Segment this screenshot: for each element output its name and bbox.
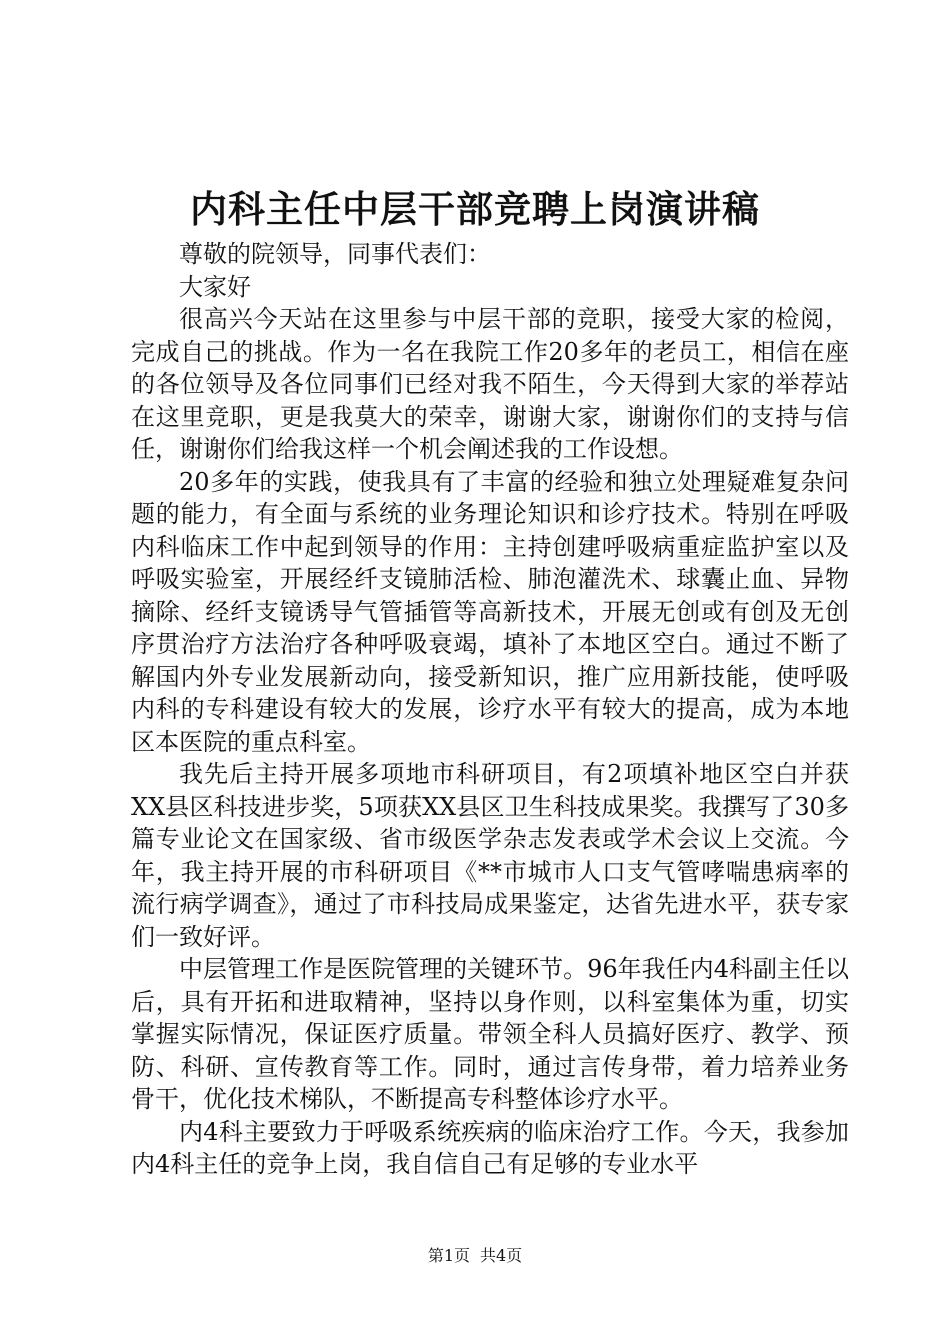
department-paragraph: 内4科主要致力于呼吸系统疾病的临床治疗工作。今天，我参加内4科主任的竞争上岗，我自信自己有足够的专业水平 — [131, 1117, 849, 1178]
page-number: 第1页 — [427, 1246, 470, 1265]
intro-paragraph: 很高兴今天站在这里参与中层干部的竞职，接受大家的检阅，完成自己的挑战。作为一名在我院工作20多年的老员工，相信在座的各位领导及各位同事们已经对我不陌生，今天得到大家的举荐站在这里竞职，更是我莫大的荣幸，谢谢大家，谢谢你们的支持与信任，谢谢你们给我这样一个机会阐述我的工作设想。 — [131, 305, 849, 463]
greeting-paragraph: 大家好 — [179, 272, 251, 301]
page-footer — [0, 1245, 950, 1267]
document-body — [131, 238, 849, 1181]
document-title: 内科主任中层干部竞聘上岗演讲稿 — [190, 187, 760, 231]
experience-paragraph: 20多年的实践，使我具有了丰富的经验和独立处理疑难复杂问题的能力，有全面与系统的业务理论知识和诊疗技术。特别在呼吸内科临床工作中起到领导的作用：主持创建呼吸病重症监护室以及呼吸实验室，开展经纤支镜肺活检、肺泡灌洗术、球囊止血、异物摘除、经纤支镜诱导气管插管等高新技术，开展无创或有创及无创序贯治疗方法治疗各种呼吸衰竭，填补了本地区空白。通过不断了解国内外专业发展新动向，接受新知识，推广应用新技能，使呼吸内科的专科建设有较大的发展，诊疗水平有较大的提高，成为本地区本医院的重点科室。 — [131, 467, 849, 756]
research-paragraph: 我先后主持开展多项地市科研项目，有2项填补地区空白并获XX县区科技进步奖，5项获XX县区卫生科技成果奖。我撰写了30多篇专业论文在国家级、省市级医学杂志发表或学术会议上交流。今年，我主持开展的市科研项目《**市城市人口支气管哮喘患病率的流行病学调查》，通过了市科技局成果鉴定，达省先进水平，获专家们一致好评。 — [131, 760, 849, 951]
salutation-paragraph: 尊敬的院领导，同事代表们： — [179, 240, 491, 268]
management-paragraph: 中层管理工作是医院管理的关键环节。96年我任内4科副主任以后，具有开拓和进取精神，坚持以身作则，以科室集体为重，切实掌握实际情况，保证医疗质量。带领全科人员搞好医疗、教学、预防、科研、宣传教育等工作。同时，通过言传身带，着力培养业务骨干，优化技术梯队，不断提高专科整体诊疗水平。 — [131, 955, 849, 1113]
total-pages: 共4页 — [480, 1246, 523, 1265]
